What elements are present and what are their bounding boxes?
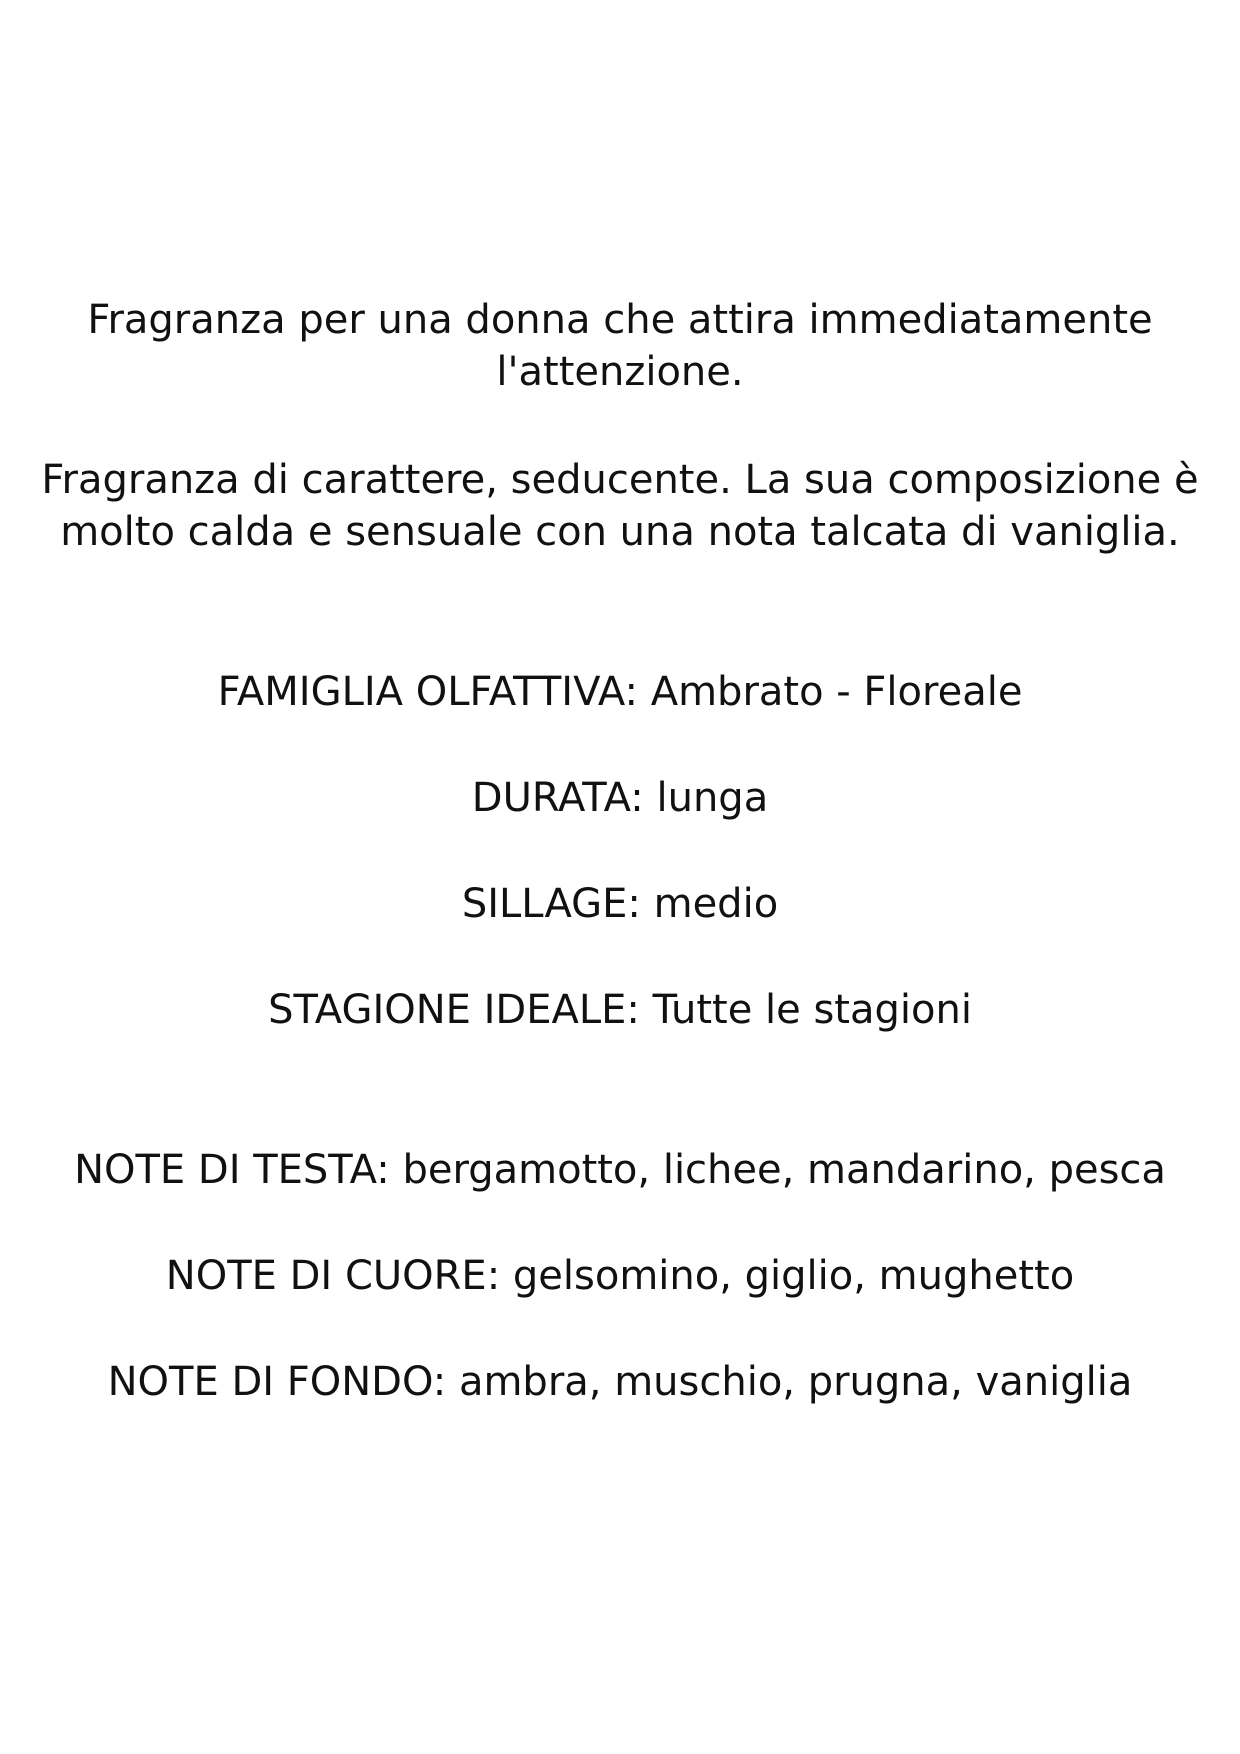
description-line-1: Fragranza di carattere, seducente. La sua composizione è (41, 457, 1199, 503)
duration: DURATA: lunga (471, 775, 769, 821)
olfactory-family: FAMIGLIA OLFATTIVA: Ambrato - Floreale (217, 669, 1023, 715)
top-notes: NOTE DI TESTA: bergamotto, lichee, mandarino, pesca (74, 1147, 1166, 1193)
base-notes: NOTE DI FONDO: ambra, muschio, prugna, vaniglia (107, 1359, 1133, 1405)
intro-line-1: Fragranza per una donna che attira immediatamente (87, 297, 1153, 343)
description-line-2: molto calda e sensuale con una nota talcata di vaniglia. (60, 509, 1180, 555)
intro-paragraph (0, 294, 1240, 398)
sillage: SILLAGE: medio (461, 881, 779, 927)
ideal-season: STAGIONE IDEALE: Tutte le stagioni (268, 987, 972, 1033)
heart-notes: NOTE DI CUORE: gelsomino, giglio, mughetto (165, 1253, 1075, 1299)
intro-line-2: l'attenzione. (496, 349, 744, 395)
description-paragraph (0, 454, 1240, 558)
